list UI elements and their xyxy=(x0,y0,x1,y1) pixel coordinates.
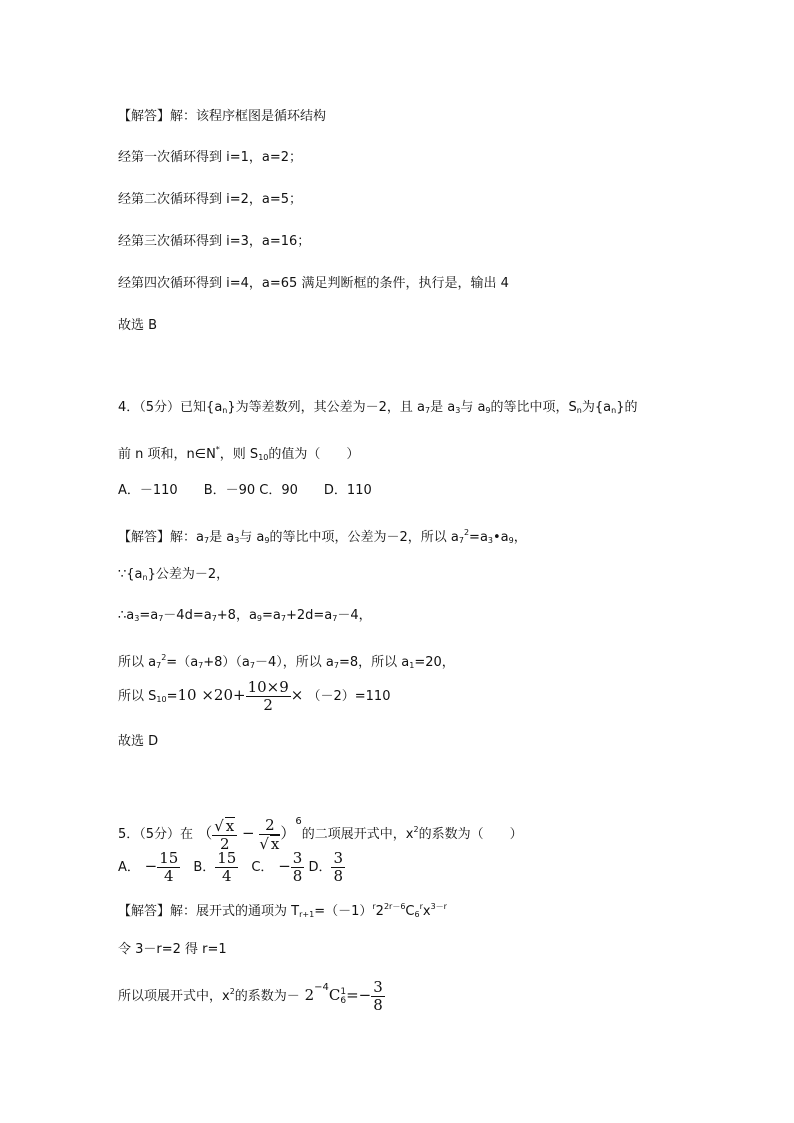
q5-answer-2: 令 3－r=2 得 r=1 xyxy=(118,942,227,957)
answer-tag: 【解答】 xyxy=(118,530,171,545)
answer-tag: 【解答】 xyxy=(118,904,171,919)
q5-answer-3: 所以项展开式中，$x^2$的系数为－ $2^{-4}C$ 1 6 =− $\frac{3}{8}$ xyxy=(118,978,383,1014)
answer-text: 解：该程序框图是循环结构 xyxy=(170,109,327,124)
q3-loop-2: 经第二次循环得到 i=2，a=5； xyxy=(118,192,303,207)
q4-options: A．－110 B．－90 C．90 D．110 xyxy=(118,483,372,498)
q3-loop-1: 经第一次循环得到 i=1，a=2； xyxy=(118,150,303,165)
fraction: $\frac{3}{8}$ xyxy=(373,978,383,1014)
q5-options: A． − $\frac{15}{4}$ B． $\frac{15}{4}$ C． − $\frac{3}{8}$ D． $\frac{3}{8}$ xyxy=(118,849,344,885)
q3-loop-3: 经第三次循环得到 i=3，a=16； xyxy=(118,234,311,249)
q4-stem-line2: 前 n 项和，n∈N*，则 $S_{10}$的值为（ ） xyxy=(118,445,360,462)
fraction: $\frac{3}{8}$ xyxy=(333,849,344,885)
q5-answer-1: 【解答】解：展开式的通项为 $T_{r+1}=(-1)^r2^{2r-6}C_6^rx^{3-r}$ xyxy=(118,902,447,919)
answer-tag: 【解答】 xyxy=(118,109,171,124)
q4-answer-3: $\therefore a_3=a_7-4d=a_7+8$，$a_9=a_7+2d=a_7-4$， xyxy=(118,608,372,623)
fraction: $\frac{15}{4}$ xyxy=(217,849,237,885)
fraction: $\frac{15}{4}$ xyxy=(159,849,179,885)
fraction: $\frac{2}{√ x}$ xyxy=(259,815,280,853)
q4-answer-5: 所以 $S_{10}=10 \times 20+$ $\frac{10\times 9}{2}$ × （－2）=110 xyxy=(118,678,391,714)
q4-answer-2: $\because\{a_n\}$公差为－2， xyxy=(118,567,230,582)
q4-stem-line1: 4．（5分）已知$\{a_n\}$为等差数列，其公差为－2，且 $a_7$是 $a_3$与 $a_9$的等比中项，$S_n$为$\{a_n\}$的 xyxy=(118,400,638,415)
q3-conclusion: 故选 B xyxy=(118,318,158,333)
q4-answer-1: 【解答】解：$a_7$是 $a_3$与 $a_9$的等比中项，公差为－2，所以 $a_7^2=a_3•a_9$， xyxy=(118,528,527,545)
q3-answer-intro xyxy=(118,107,326,127)
fraction: $\frac{√ x}{2}$ xyxy=(212,817,237,853)
q4-conclusion: 故选 D xyxy=(118,734,159,749)
q3-loop-4: 经第四次循环得到 i=4，a=65 满足判断框的条件，执行是，输出 4 xyxy=(118,276,509,291)
q4-answer-4: 所以 $a_7^2=(a_7+8)(a_7-4)$，所以 $a_7=8$，所以 $a_1=20$， xyxy=(118,653,455,670)
fraction: $\frac{10\times 9}{2}$ xyxy=(247,678,289,714)
q5-stem: 5．（5分）在 （ $\frac{√ x}{2}$ − $\frac{2}{√ x}$ ）$^6$的二项展开式中，$x^2$的系数为（ ） xyxy=(118,815,523,853)
fraction: $\frac{3}{8}$ xyxy=(292,849,303,885)
